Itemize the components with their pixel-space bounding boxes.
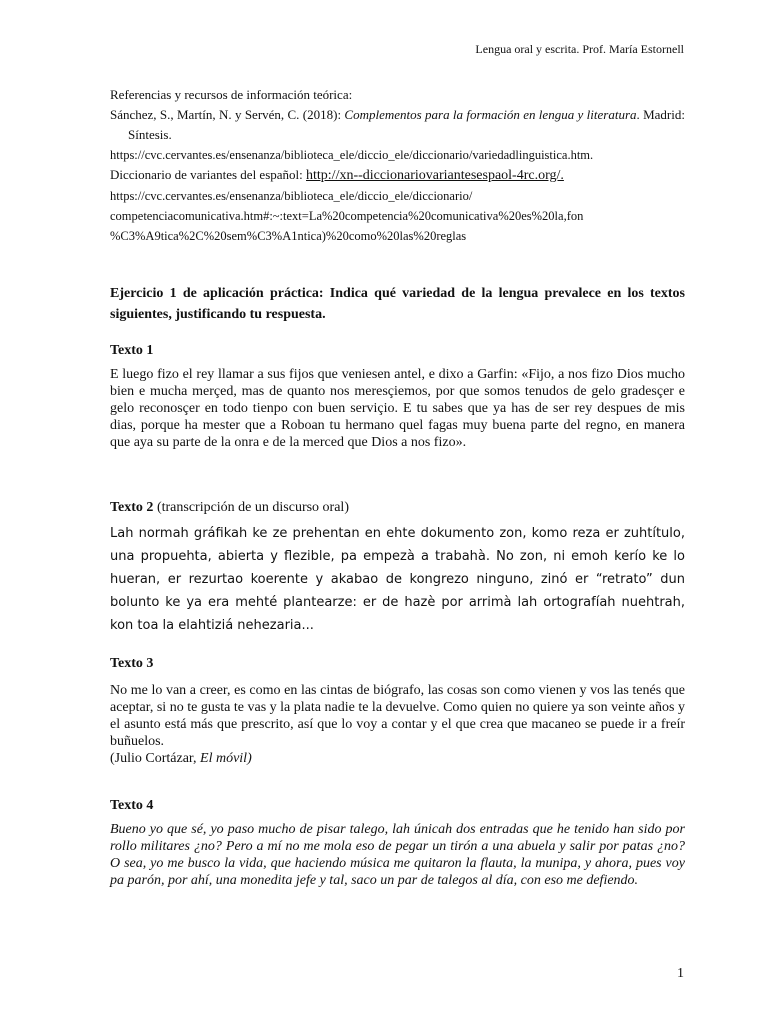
reference-dictionary xyxy=(110,165,685,186)
references-section xyxy=(110,85,685,246)
exercise-instruction: Ejercicio 1 de aplicación práctica: Indica qué variedad de la lengua prevalece en los textos siguientes, justificando tu respuesta. xyxy=(110,286,685,322)
page-number: 1 xyxy=(677,966,684,981)
reference-url-competencia-line-1: https://cvc.cervantes.es/ensenanza/biblioteca_ele/diccio_ele/diccionario/ xyxy=(110,189,473,203)
text-1-body: E luego fizo el rey llamar a sus fijos que veniesen antel, e dixo a Garfin: «Fijo, a nos fizo Dios mucho bien e mucha merçed, mas de quanto nos meresçiemos, por que somos tenudos de gelo gradesçer e gelo reconosçer en todo tienpo con buen serviçio. E tu sabes que ya has de ser rey despues de mis dias, porque ha mester que a Roboan tu hermano quel fagas muy buena parte del regno, en manera que aya su parte de la onra e de la merced que Dios a nos fizo». xyxy=(110,367,685,450)
dictionary-link[interactable]: http://xn--diccionariovariantesespaol-4rc.org/. xyxy=(306,168,564,183)
reference-book-title: Complementos para la formación en lengua y literatura xyxy=(344,107,637,122)
reference-book-authors: Sánchez, S., Martín, N. y Servén, C. (2018): xyxy=(110,107,345,122)
text-2-subtitle: (transcripción de un discurso oral) xyxy=(153,500,349,515)
reference-dictionary-label: Diccionario de variantes del español: xyxy=(110,167,307,182)
text-3-block xyxy=(110,682,685,767)
running-header: Lengua oral y escrita. Prof. María Estornell xyxy=(475,42,684,56)
reference-url-variedad: https://cvc.cervantes.es/ensenanza/biblioteca_ele/diccio_ele/diccionario/variedadlinguistica.htm. xyxy=(110,148,594,162)
text-3-body: No me lo van a creer, es como en las cintas de biógrafo, las cosas son como vienen y vos las tenés que aceptar, si no te gusta te vas y la plata nadie te la devuelve. Como quien no quiere ya son veinte años y el asunto está más que prescrito, así que lo voy a contar y el que crea que macaneo se puede ir a freír buñuelos. xyxy=(110,683,685,749)
reference-book xyxy=(110,105,685,145)
reference-url-competencia-line-3: %C3%A9tica%2C%20sem%C3%A1ntica)%20como%20las%20reglas xyxy=(110,229,467,243)
text-3-source-work: El móvil) xyxy=(200,751,252,766)
text-3-source xyxy=(110,750,685,767)
text-2-heading xyxy=(110,500,349,516)
references-title: Referencias y recursos de información teórica: xyxy=(110,87,353,102)
text-2-heading-label: Texto 2 xyxy=(110,500,154,515)
text-1-heading: Texto 1 xyxy=(110,343,154,358)
text-3-heading: Texto 3 xyxy=(110,656,154,671)
reference-book-publisher: . Madrid: Síntesis. xyxy=(128,107,685,142)
text-2-body: Lah normah gráfikah ke ze prehentan en ehte dokumento zon, komo reza er zuhtítulo, una propuehta, abierta y flezible, pa empezà a trabahà. No zon, ni emoh kerío ke lo hueran, er rezurtao koerente y akabao de kongrezo ninguno, zinó er “retrato” dun bolunto ke ya era mehté plantearze: er de hazè por arrimà lah ortografíah nuehtrah, kon toa la elahtiziá nehezaria... xyxy=(110,526,685,633)
text-3-source-author: (Julio Cortázar, xyxy=(110,751,201,766)
reference-url-competencia-line-2: competenciacomunicativa.htm#:~:text=La%20competencia%20comunicativa%20es%20la,fon xyxy=(110,209,584,223)
text-4-heading: Texto 4 xyxy=(110,798,154,813)
text-4-body: Bueno yo que sé, yo paso mucho de pisar talego, lah únicah dos entradas que he tenido han sido por rollo militares ¿no? Pero a mí no me mola eso de pegar un tirón a una abuela y salir por patas ¿no? O sea, yo me busco la vida, que haciendo música me quitaron la flauta, la munipa, y ahora, pues voy pa parón, por ahí, una monedita jefe y tal, saco un par de talegos al día, con eso me defiendo. xyxy=(110,822,685,888)
